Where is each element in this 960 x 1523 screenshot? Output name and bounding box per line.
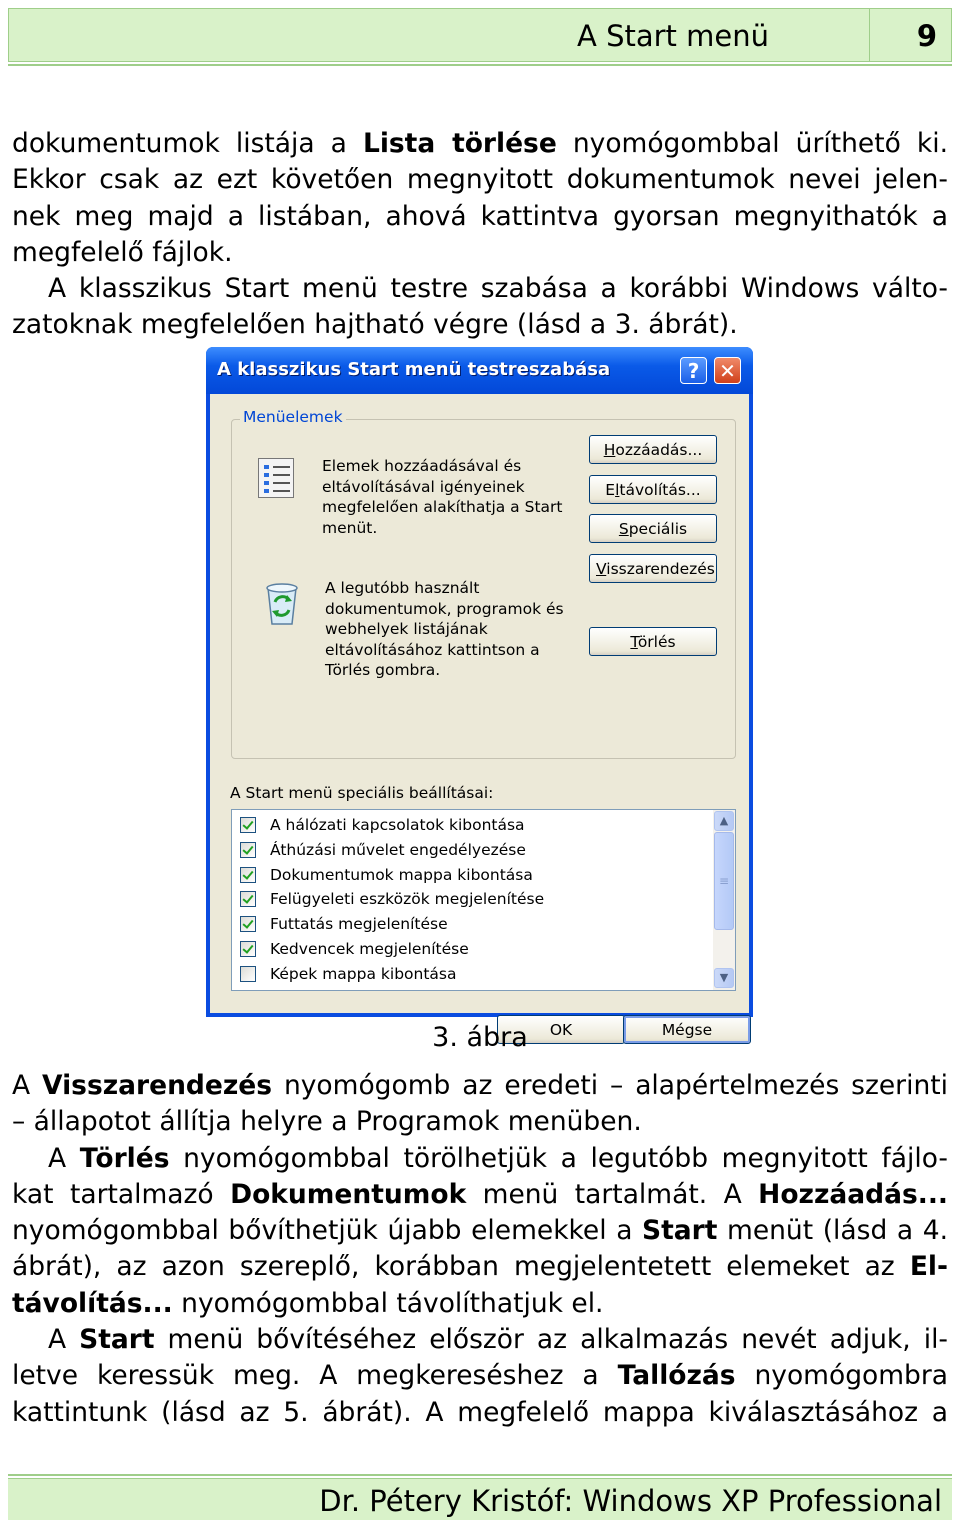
- paragraph-line: A Törlés nyomógombbal törölhetjük a legutóbb megnyitott fájlo-: [48, 1142, 948, 1174]
- paragraph-line: A klasszikus Start menü testre szabása a korábbi Windows válto-: [48, 273, 948, 305]
- page-number: 9: [916, 19, 937, 53]
- option-label: Felügyeleti eszközök megjelenítése: [270, 890, 545, 909]
- paragraph-line: A Visszarendezés nyomógomb az eredeti – alapértelmezés szerinti: [12, 1070, 948, 1101]
- paragraph-line: nyomógombbal bővíthetjük újabb elemekkel a Start menüt (lásd a 4.: [12, 1215, 948, 1247]
- paragraph-line: zatoknak megfelelően hajtható végre (lásd a 3. ábrát).: [12, 309, 738, 341]
- paragraph-line: kattintunk (lásd az 5. ábrát). A megfelelő mappa kiválasztásához a: [12, 1396, 948, 1428]
- paragraph-line: megfelelő fájlok.: [12, 236, 233, 268]
- sort-button[interactable]: Visszarendezés: [589, 554, 717, 583]
- footer-text: Dr. Pétery Kristóf: Windows XP Professional: [319, 1484, 942, 1518]
- chapter-title: A Start menü: [577, 19, 769, 53]
- start-menu-icon: [258, 458, 294, 498]
- option-checkbox[interactable]: [240, 966, 256, 982]
- add-button[interactable]: Hozzáadás...: [589, 435, 717, 464]
- paragraph-line: távolítás... nyomógombbal távolíthatjuk el.: [12, 1287, 604, 1319]
- option-checkbox[interactable]: [240, 941, 256, 957]
- option-checkbox[interactable]: [240, 817, 256, 833]
- paragraph-line: nek meg majd a listában, ahová kattintva gyorsan megnyithatók a: [12, 200, 948, 232]
- option-checkbox[interactable]: [240, 842, 256, 858]
- text-block-top: [12, 126, 948, 344]
- text-block-bottom: [12, 1068, 948, 1431]
- paragraph-line: – állapotot állítja helyre a Programok menüben.: [12, 1106, 642, 1138]
- option-checkbox[interactable]: [240, 867, 256, 883]
- paragraph-line: ábrát), az azon szereplő, korábban megjelentetett elemeket az El-: [12, 1251, 948, 1283]
- paragraph-line: letve keressük meg. A megkereséshez a Tallózás nyomógombra: [12, 1360, 949, 1392]
- option-label: Dokumentumok mappa kibontása: [270, 865, 533, 884]
- ok-button[interactable]: OK: [497, 1015, 625, 1044]
- advanced-settings-label: A Start menü speciális beállításai:: [230, 784, 494, 802]
- paragraph-line: kat tartalmazó Dokumentumok menü tartalmát. A Hozzáadás...: [12, 1178, 948, 1210]
- scroll-down-icon[interactable]: ▼: [714, 968, 734, 988]
- remove-button[interactable]: Eltávolítás...: [589, 475, 717, 504]
- dialog-title: A klasszikus Start menü testreszabása: [217, 359, 611, 380]
- header-rule: [8, 64, 952, 66]
- cancel-button[interactable]: Mégse: [623, 1015, 751, 1044]
- header-divider: [869, 9, 870, 61]
- close-button[interactable]: ✕: [714, 357, 741, 384]
- recycle-bin-icon: [262, 580, 302, 626]
- page-footer: [8, 1478, 952, 1520]
- option-label: Kedvencek megjelenítése: [270, 940, 469, 958]
- paragraph-line: dokumentumok listája a Lista törlése nyomógombbal üríthető ki.: [12, 128, 948, 159]
- figure-caption: 3. ábra: [432, 1022, 528, 1053]
- paragraph-line: A Start menü bővítéséhez először az alkalmazás nevét adjuk, il-: [48, 1324, 948, 1356]
- option-checkbox[interactable]: [240, 891, 256, 907]
- menu-items-description: Elemek hozzáadásával és eltávolításával igényeinek megfelelően alakíthatja a Start menüt.: [322, 457, 563, 537]
- recent-items-description: A legutóbb használt dokumentumok, programok és webhelyek listájának eltávolításához kattintson a Törlés gombra.: [325, 579, 564, 679]
- option-label: Áthúzási művelet engedélyezése: [270, 840, 526, 859]
- dialog-titlebar: [206, 347, 753, 394]
- option-checkbox[interactable]: [240, 916, 256, 932]
- paragraph-line: Ekkor csak az ezt követően megnyitott dokumentumok nevei jelen-: [12, 164, 948, 196]
- menu-items-group: [231, 408, 736, 759]
- scroll-thumb[interactable]: ≡: [714, 832, 734, 930]
- option-label: Képek mappa kibontása: [270, 964, 457, 983]
- list-scrollbar[interactable]: [713, 810, 735, 990]
- advanced-options-list: [231, 809, 736, 991]
- advanced-button[interactable]: Speciális: [589, 514, 717, 543]
- scroll-up-icon[interactable]: ▲: [714, 811, 734, 831]
- clear-button[interactable]: Törlés: [589, 627, 717, 656]
- group-label: Menüelemek: [240, 408, 346, 426]
- option-label: A hálózati kapcsolatok kibontása: [270, 816, 525, 834]
- page-header: [8, 8, 952, 62]
- option-label: Futtatás megjelenítése: [270, 915, 448, 934]
- footer-rule: [8, 1474, 952, 1476]
- help-button[interactable]: ?: [680, 357, 707, 384]
